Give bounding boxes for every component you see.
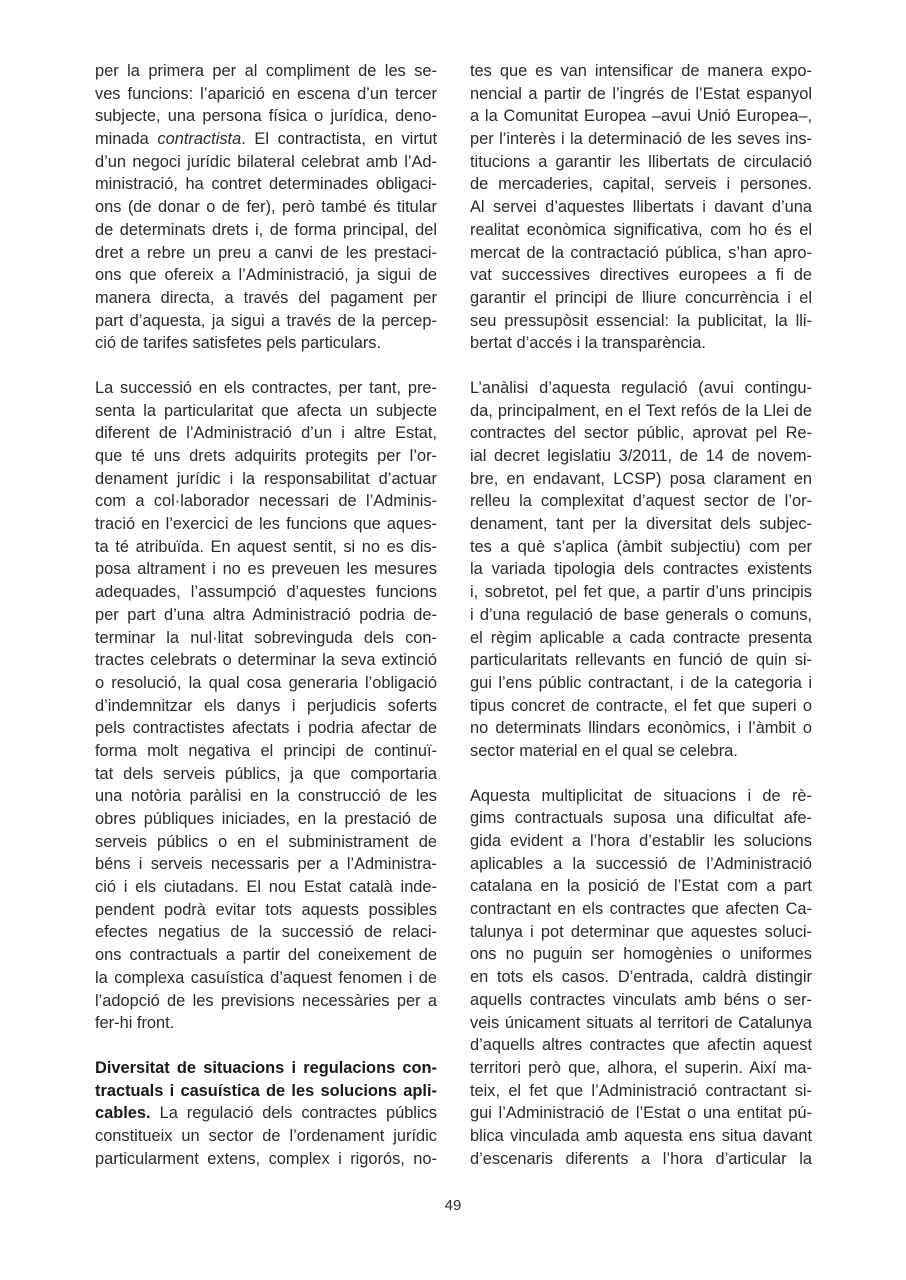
text-line: denament, tant per la diversitat dels subjec- <box>470 515 812 534</box>
text-line: vat successives directives europees a fi de <box>470 266 812 285</box>
text-line: fer-hi front. <box>95 1014 175 1033</box>
text-line: tractes celebrats o determinar la seva extinció <box>95 651 437 670</box>
section-heading-line <box>95 1057 437 1080</box>
text-line: béns i serveis necessaris per a l’Administra- <box>95 855 437 874</box>
text-line: catalana en la posició de l’Estat com a part <box>470 877 812 896</box>
text-run: La regulació dels contractes públics <box>150 1104 437 1123</box>
section-heading: Diversitat de situacions i regulacions con- <box>95 1058 437 1077</box>
text-line: ial decret legislatiu 3/2011, de 14 de novem- <box>470 447 812 465</box>
paragraph-diversity-heading <box>95 1057 437 1170</box>
text-line: sector material en el qual se celebra. <box>470 741 738 760</box>
paragraph-multiplicity <box>470 785 812 1171</box>
text-line: o resolució, la qual cosa generaria l’obligació <box>95 673 437 692</box>
text-line: com a col·laborador necessari de l’Adminis- <box>95 492 437 511</box>
paragraph-eu-directives <box>470 60 812 355</box>
text-line: gida evident a l’hora d’establir les solucions <box>470 832 812 850</box>
text-line: nencial a partir de l’ingrés de l’Estat espanyol <box>470 84 812 103</box>
text-line: ta té atribuïda. En aquest sentit, si no es dis- <box>95 537 437 556</box>
text-line: gui l’Administració de l’Estat o una entitat pú- <box>470 1104 812 1123</box>
text-line: contractant en els contractes que afecten Ca- <box>470 900 812 919</box>
text-line: ves funcions: l’aparició en escena d’un tercer <box>95 84 437 103</box>
text-line: diferent de l’Administració d’un i altre Estat, <box>95 424 437 443</box>
page-number: 49 <box>444 1197 462 1214</box>
text-line: territori però que, alhora, el superin. Així ma- <box>470 1058 812 1077</box>
text-run: minada <box>95 130 158 149</box>
paragraph-lcsp-analysis <box>470 377 812 763</box>
text-line: particularitats rellevants en funció de quin si- <box>470 651 812 670</box>
text-run: . El contractista, en virtut <box>241 130 438 149</box>
text-line: part d’aquesta, ja sigui a través de la percep- <box>95 311 437 330</box>
text-line: contractes del sector públic, aprovat pel Re- <box>470 424 812 443</box>
text-line: d’escenaris diferents a l’hora d’articular la <box>470 1149 812 1168</box>
text-line: titucions a garantir les llibertats de circulació <box>470 152 812 171</box>
text-line: efectes negatius de la successió de relaci- <box>95 923 437 942</box>
paragraph-succession-contracts <box>95 377 437 1035</box>
text-line: d’indemnitzar els danys i perjudicis soferts <box>95 696 437 715</box>
text-line: La successió en els contractes, per tant, pre- <box>95 378 437 397</box>
right-column <box>470 60 812 1192</box>
left-column <box>95 60 437 1192</box>
paragraph-contractor-role <box>95 60 437 355</box>
text-line: d’un negoci jurídic bilateral celebrat amb l’Ad- <box>95 152 437 171</box>
text-line: relleu la complexitat d’aquest sector de l’or- <box>470 492 812 511</box>
text-line: adequades, l’assumpció d’aquestes funcions <box>95 583 437 602</box>
text-line: denament jurídic i la responsabilitat d’actuar <box>95 469 437 488</box>
italic-term: contractista <box>157 130 242 149</box>
text-line: Aquesta multiplicitat de situacions i de rè- <box>470 786 812 805</box>
text-line: dret a rebre un preu a canvi de les prestaci- <box>95 243 437 262</box>
text-line: a la Comunitat Europea –avui Unió Europea–, <box>470 107 812 126</box>
text-line: blica vinculada amb aquesta ens situa davant <box>470 1126 812 1145</box>
text-line: tració en l’exercici de les funcions que aques- <box>95 515 437 534</box>
text-line: ministració, ha contret determinades obligaci- <box>95 175 437 194</box>
text-line: senta la particularitat que afecta un subjecte <box>95 401 437 420</box>
text-line: aquells contractes vinculats amb béns o ser- <box>470 990 812 1009</box>
section-heading: tractuals i casuística de les solucions apli- <box>95 1081 437 1100</box>
text-line: ció i els ciutadans. El nou Estat català inde- <box>95 878 437 897</box>
text-line: el règim aplicable a cada contracte presenta <box>470 628 812 647</box>
text-line: gims contractuals suposa una dificultat afe- <box>470 809 812 828</box>
text-line: pels contractistes afectats i podria afectar de <box>95 719 437 738</box>
text-line: per part d’una altra Administració podria de- <box>95 605 437 624</box>
text-line: tat dels serveis públics, ja que comportaria <box>95 764 437 783</box>
text-line: ció de tarifes satisfetes pels particulars. <box>95 334 382 353</box>
text-line: obres públiques iniciades, en la prestació de <box>95 810 437 828</box>
text-line: ons contractuals a partir del coneixement de <box>95 946 437 965</box>
text-line: d’aquells altres contractes que afectin aquest <box>470 1036 812 1055</box>
text-line: una notòria paràlisi en la construcció de les <box>95 787 437 806</box>
text-line: L’anàlisi d’aquesta regulació (avui contingu- <box>470 378 812 397</box>
text-line: tes a què s’aplica (àmbit subjectiu) com per <box>470 537 812 556</box>
text-line: bre, en endavant, LCSP) posa clarament en <box>470 469 812 488</box>
text-line: constitueix un sector de l’ordenament jurídic <box>95 1126 437 1145</box>
text-line: pendent podrà evitar tots aquests possibles <box>95 900 437 919</box>
text-line: tes que es van intensificar de manera expo- <box>470 62 812 80</box>
text-line: i d’una regulació de base generals o comuns, <box>470 605 812 624</box>
text-line: la variada tipologia dels contractes existents <box>470 560 812 579</box>
text-line: terminar la nul·litat sobrevinguda dels con- <box>95 628 437 647</box>
text-line: veis únicament situats al territori de Catalunya <box>470 1013 812 1032</box>
text-line: ons no puguin ser homogènies o uniformes <box>470 945 812 964</box>
text-line: de mercaderies, capital, serveis i persones. <box>470 175 812 194</box>
text-line: bertat d’accés i la transparència. <box>470 334 706 353</box>
text-line: ons (de donar o de fer), però també és titular <box>95 198 437 217</box>
text-line: realitat econòmica significativa, com ho és el <box>470 220 812 239</box>
text-line: serveis públics o en el subministrament de <box>95 832 437 851</box>
text-line: ons que ofereix a l’Administració, ja sigui de <box>95 266 437 285</box>
text-line: seu pressupòsit essencial: la publicitat, la lli- <box>470 311 812 330</box>
text-line: la complexa casuística d’aquest fenomen i de <box>95 968 437 987</box>
text-line: mercat de la contractació pública, s’han apro- <box>470 243 812 262</box>
text-line: en tots els casos. D’entrada, caldrà distingir <box>470 968 812 987</box>
text-line: Al servei d’aquestes llibertats i davant d’una <box>470 198 812 217</box>
text-line: particularment extens, complex i rigorós, no- <box>95 1149 437 1168</box>
text-line: no determinats llindars econòmics, i l’àmbit o <box>470 719 812 738</box>
text-line: de determinats drets i, de forma principal, del <box>95 220 437 239</box>
section-heading: cables. <box>95 1104 151 1123</box>
text-line: teix, el fet que l’Administració contractant si- <box>470 1081 812 1100</box>
text-line: aplicables a la successió de l’Administració <box>470 854 812 873</box>
text-line: da, principalment, en el Text refós de la Llei de <box>470 401 812 420</box>
text-line: garantir el principi de lliure concurrència i el <box>470 288 812 307</box>
text-line: i, sobretot, pel fet que, a partir d’uns principis <box>470 583 812 602</box>
text-line: gui l’ens públic contractant, i de la categoria i <box>470 673 812 692</box>
text-line: subjecte, una persona física o jurídica, deno- <box>95 107 437 126</box>
text-line: manera directa, a través del pagament per <box>95 288 437 307</box>
text-line <box>95 1102 437 1125</box>
text-line: per la primera per al compliment de les se- <box>95 62 437 80</box>
text-line: forma molt negativa el principi de continuï- <box>95 741 437 760</box>
text-line: tipus concret de contracte, el fet que superi o <box>470 696 812 715</box>
text-line: per l’interès i la determinació de les seves ins- <box>470 130 812 149</box>
text-line: posa altrament i no es preveuen les mesures <box>95 560 437 579</box>
section-heading-line <box>95 1080 437 1103</box>
text-line: talunya i pot determinar que aquestes soluci- <box>470 922 812 941</box>
text-line-with-italic <box>95 128 437 151</box>
text-line: que té uns drets adquirits protegits per l’or- <box>95 447 437 465</box>
text-line: l’adopció de les previsions necessàries per a <box>95 991 437 1010</box>
